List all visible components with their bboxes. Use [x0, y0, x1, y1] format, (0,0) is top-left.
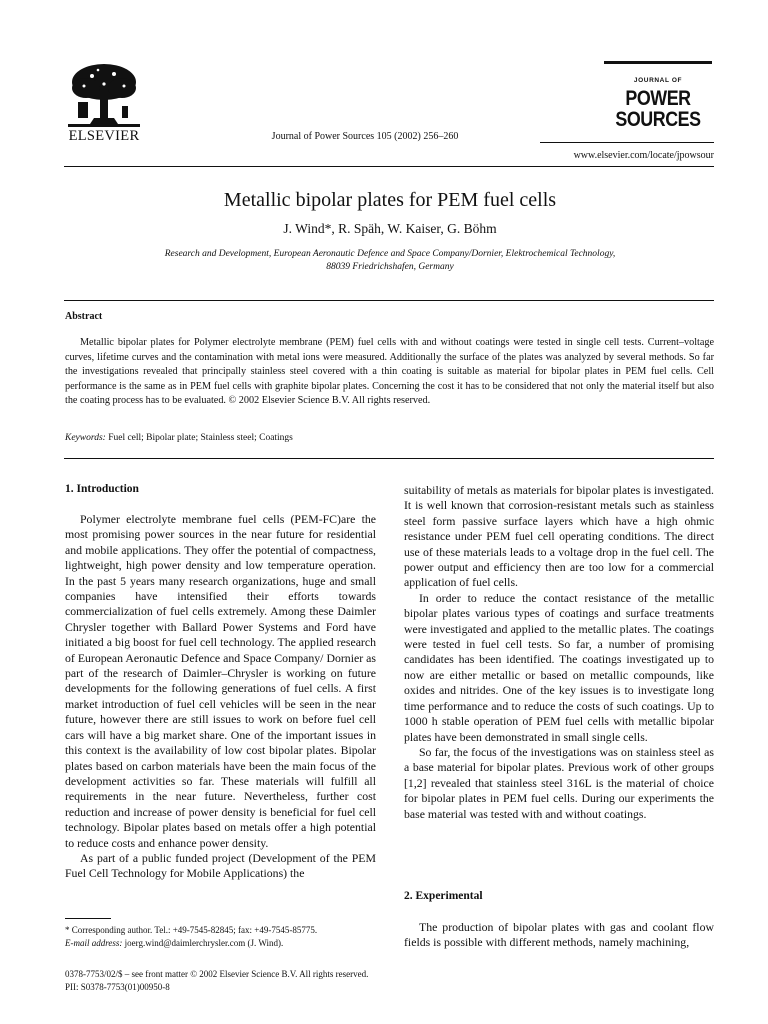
abstract-bottom-rule — [64, 458, 714, 459]
keywords-label: Keywords: — [65, 433, 106, 443]
front-matter-pii: PII: S0378-7753(01)00950-8 — [65, 982, 170, 992]
article-authors: J. Wind*, R. Späh, W. Kaiser, G. Böhm — [283, 221, 497, 236]
article-title: Metallic bipolar plates for PEM fuel cells — [223, 189, 557, 211]
elsevier-tree-logo — [64, 62, 144, 128]
experimental-paragraph-1: The production of bipolar plates with gas and coolant flow fields is possible with different methods, namely machining, — [404, 920, 714, 950]
intro-paragraph-3: In order to reduce the contact resistance of the metallic bipolar plates various types of coatings and surface treatments were investigated and applied to the metallic plates. The coatings were tested in fuel cell tests. So far, a number of promising candidates has been identified. The coatings investigated up to now are either metallic or based on metallic compounds, like oxides and nitrides. One of the key issues is to investigate long time performance and to reduce the costs of such coatings. Up to 1000 h stable operation of PEM fuel cells with metallic bipolar plates have been demonstrated in small single cells. — [404, 590, 714, 744]
journal-logo-rule — [604, 61, 712, 64]
keywords-list: Fuel cell; Bipolar plate; Stainless steel; Coatings — [108, 433, 293, 443]
right-column — [404, 483, 714, 822]
publisher-name: ELSEVIER — [68, 128, 140, 144]
footnote — [65, 924, 385, 949]
keywords — [65, 433, 293, 443]
email-label: E-mail address: — [65, 937, 123, 948]
affiliation-line2: 88039 Friedrichshafen, Germany — [326, 261, 454, 272]
abstract-heading: Abstract — [65, 311, 103, 322]
footnote-rule — [65, 918, 111, 919]
corresponding-author-note: * Corresponding author. Tel.: +49-7545-82845; fax: +49-7545-85775. — [65, 925, 318, 935]
left-column — [65, 512, 376, 882]
abstract-body: Metallic bipolar plates for Polymer electrolyte membrane (PEM) fuel cells with and without coatings were tested in single cell tests. Current–voltage curves, lifetime curves and the contamination with metal ions were measured. Additionally the surface of the plates was analyzed by several methods. So far the investigations revealed that principally stainless steel covered with a thin coating is suitable as material for bipolar plates in PEM fuel cells. Cell performance is the same as in PEM fuel cells with graphite bipolar plates. Concerning the cost it has to be considered that not only the material itself but also the coating process has to be evaluated. © 2002 Elsevier Science B.V. All rights reserved. — [65, 337, 714, 406]
email-line — [65, 937, 385, 950]
journal-logo-line1: JOURNAL OF — [633, 77, 683, 84]
journal-url[interactable]: www.elsevier.com/locate/jpowsour — [573, 150, 714, 161]
journal-citation: Journal of Power Sources 105 (2002) 256–260 — [271, 131, 459, 142]
intro-paragraph-2: As part of a public funded project (Development of the PEM Fuel Cell Technology for Mobile Applications) the — [65, 850, 376, 881]
header-rule-short — [540, 142, 714, 143]
journal-logo — [604, 70, 712, 130]
experimental-column — [404, 920, 714, 951]
header-rule — [64, 166, 714, 167]
email-address[interactable]: joerg.wind@daimlerchrysler.com (J. Wind). — [124, 937, 284, 948]
author-affiliation — [120, 248, 660, 273]
journal-logo-line3: SOURCES — [615, 108, 701, 131]
intro-paragraph-4: So far, the focus of the investigations was on stainless steel as a base material for bipolar plates. Previous work of other groups [1,2] revealed that stainless steel 316L is the material of choice for bipolar plates in PEM fuel cells. During our experiments the base material was tested with and without coatings. — [404, 744, 714, 821]
section-heading-introduction: 1. Introduction — [65, 483, 139, 495]
journal-logo-line2: POWER — [625, 87, 691, 110]
front-matter — [65, 968, 368, 994]
section-heading-experimental: 2. Experimental — [404, 890, 483, 902]
abstract-top-rule — [64, 300, 714, 301]
intro-paragraph-1: Polymer electrolyte membrane fuel cells (PEM-FC)are the most promising power sources in the near future for residential and mobile applications. They offer the potential of compactness, lightweight, high power density and low temperature operation. In the past 5 years many research organizations, huge and small companies have intensified their efforts towards commercialization of fuel cells extremely. Among these Daimler Chrysler together with Ballard Power Systems and Ford have initiated a big boost for fuel cell technology. The applied research of European Aeronautic Defence and Space Company/ Dornier as part of the research of Daimler–Chrysler is working on future developments for the following generations of fuel cells. A first market introduction of fuel cell vehicles will be seen in the near future, however there are still issues to work on before fuel cell cars will have a big market share. One of the important issues in this context is the availability of low cost bipolar plates. Bipolar plates based on carbon materials have been the main focus of the development activities so far. These materials will fulfill all requirements in the near future. Nevertheless, further cost reduction and increase of power density is beneficial for fuel cell technology. Bipolar plates based on metals offer a high potential to reduce costs and enhance power density. — [65, 512, 376, 850]
front-matter-copyright: 0378-7753/02/$ – see front matter © 2002 Elsevier Science B.V. All rights reserved. — [65, 969, 369, 979]
intro-paragraph-2-continued: suitability of metals as materials for bipolar plates is investigated. It is well known that corrosion-resistant metals such as stainless steel form passive surface layers which have a high ohmic resistance under PEM fuel cell operating conditions. The direct use of these materials leads to a voltage drop in the fuel cell. The power output and efficiency then are too low for a commercial application of fuel cells. — [404, 483, 714, 590]
affiliation-line1: Research and Development, European Aeronautic Defence and Space Company/Dornier, Elektrochemical Technology, — [164, 249, 616, 259]
